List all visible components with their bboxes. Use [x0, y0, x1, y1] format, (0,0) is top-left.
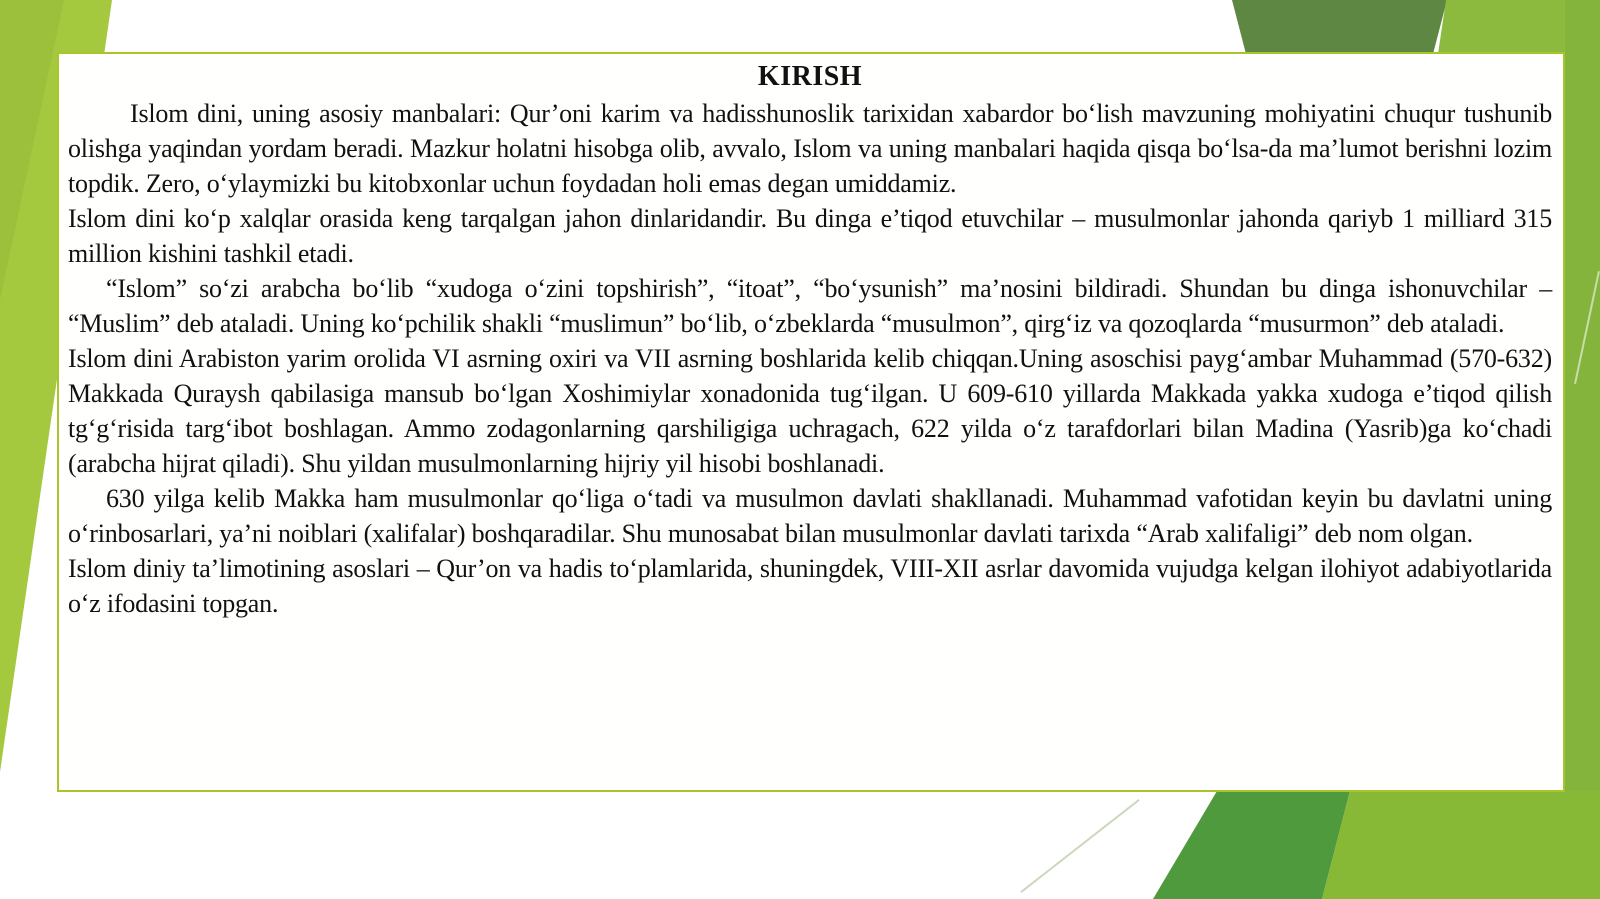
slide-title: KIRISH — [757, 61, 863, 92]
body-paragraph-caliphate: 630 yilga kelib Makka ham musulmonlar qo‘liga o‘tadi va musulmon davlati shakllanadi. Muhammad vafotidan keyin bu davlatni uning o‘rinbosarlari, ya’ni noiblari (xalifalar) boshqaradilar. Shu munosabat bilan musulmonlar davlati tarixda “Arab xalifaligi” deb nom olgan. — [68, 484, 1552, 548]
body-paragraph-spread: Islom dini ko‘p xalqlar orasida keng tarqalgan jahon dinlaridandir. Bu dinga e’tiqod etuvchilar – musulmonlar jahonda qariyb 1 milliard 315 million kishini tashkil etadi. — [68, 204, 1552, 268]
body-paragraph-etymology: “Islom” so‘zi arabcha bo‘lib “xudoga o‘zini topshirish”, “itoat”, “bo‘ysunish” ma’nosini bildiradi. Shundan bu dinga ishonuvchilar – “Muslim” deb ataladi. Uning ko‘pchilik shakli “muslimun” bo‘lib, o‘zbeklarda “musulmon”, qirg‘iz va qozoqlarda “musurmon” deb ataladi. — [68, 274, 1552, 338]
decor-bottom-bright-green-shape — [1318, 791, 1600, 899]
content-panel — [57, 52, 1565, 792]
body-paragraph-intro: Islom dini, uning asosiy manbalari: Qur’oni karim va hadisshunoslik tarixidan xabardor bo‘lish mavzuning mohiyatini chuqur tushunib olishga yaqindan yordam beradi. Mazkur holatni hisobga olib, avvalo, Islom va uning manbalari haqida qisqa bo‘lsa-da ma’lumot berishni lozim topdik. Zero, o‘ylaymizki bu kitobxonlar uchun foydadan holi emas degan umiddamiz. — [68, 99, 1552, 198]
body-paragraph-sources: Islom diniy ta’limotining asoslari – Qur’on va hadis to‘plamlarida, shuningdek, VIII-XII asrlar davomida vujudga kelgan ilohiyot adabiyotlarida o‘z ifodasini topgan. — [68, 554, 1552, 618]
body-paragraph-origin: Islom dini Arabiston yarim orolida VI asrning oxiri va VII asrning boshlarida kelib chiqqan.Uning asoschisi payg‘ambar Muhammad (570-632) Makkada Quraysh qabilasiga mansub bo‘lgan Xoshimiylar xonadonida tug‘ilgan. U 609-610 yillarda Makkada yakka xudoga e’tiqod qilish tg‘g‘risida targ‘ibot boshlagan. Ammo zodagonlarning qarshiligiga uchragach, 622 yilda o‘z tarafdorlari bilan Madina (Yasrib)ga ko‘chadi (arabcha hijrat qiladi). Shu yildan musulmonlarning hijriy yil hisobi boshlanadi. — [68, 344, 1552, 478]
decor-top-dark-parallelogram — [1225, 0, 1455, 54]
decor-bottom-scratch-line — [1020, 799, 1139, 893]
decor-right-green-strip — [1565, 0, 1600, 899]
